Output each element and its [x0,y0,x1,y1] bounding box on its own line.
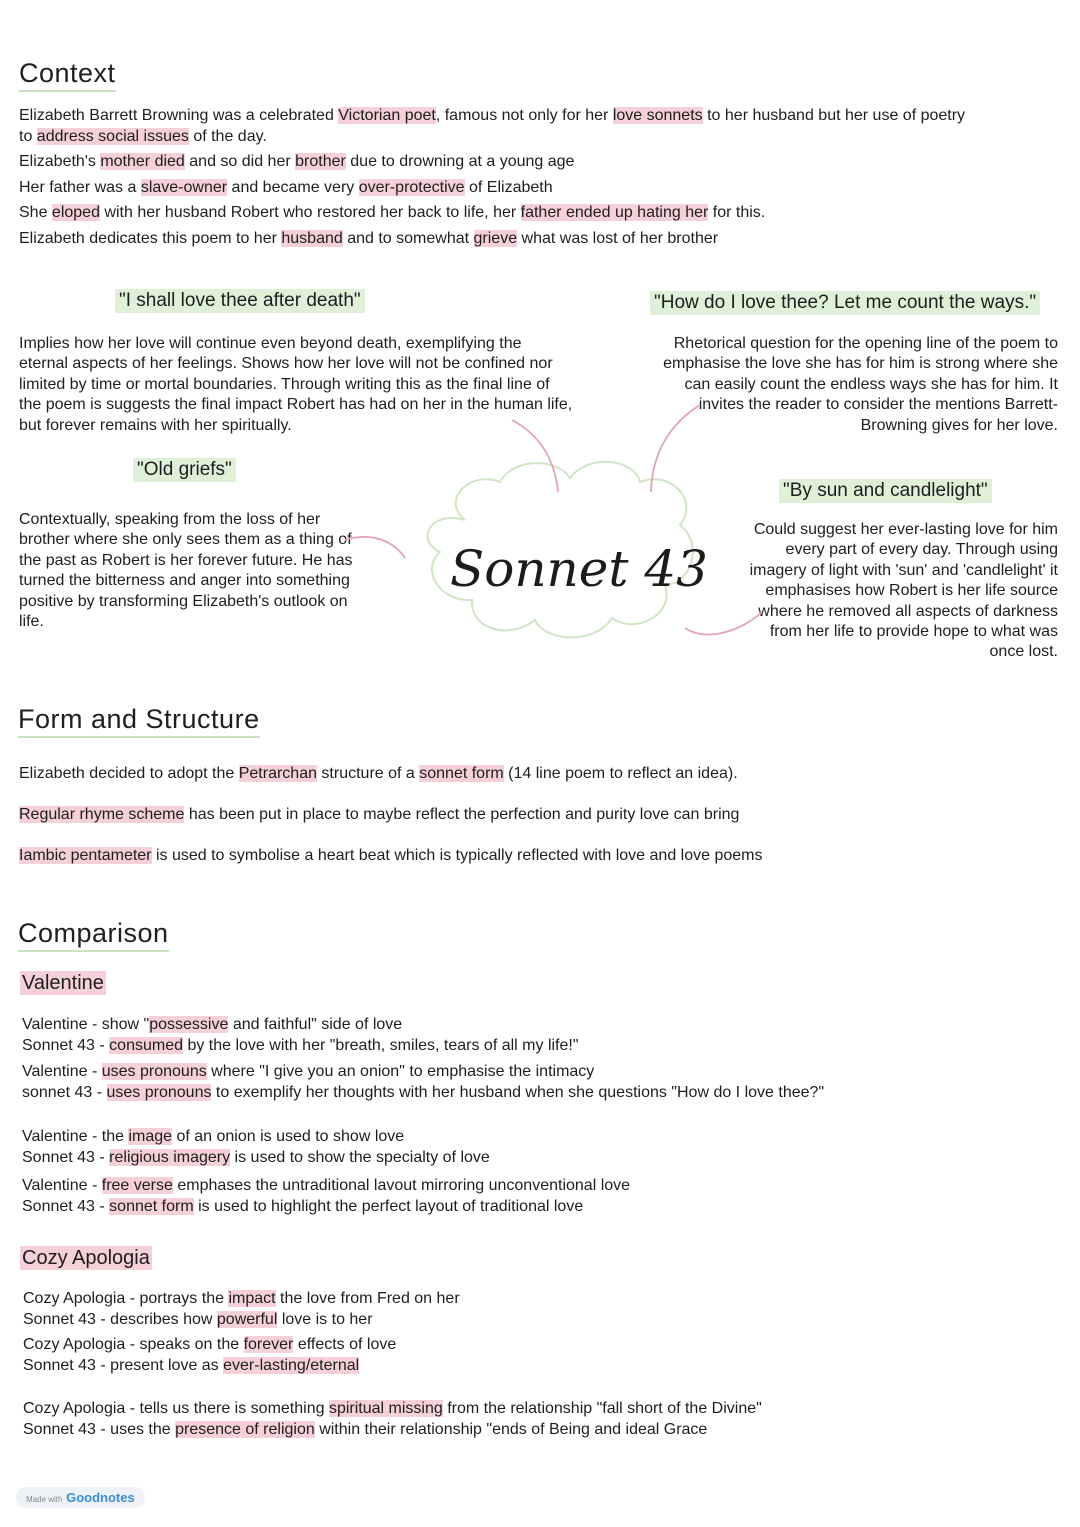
comparison-line [22,1015,579,1036]
comparison-line [22,1083,824,1104]
text-segment: love is to her [277,1310,373,1328]
comparison-pair [22,1062,824,1103]
text-segment: is used to symbolise a heart beat which is typically reflected with love and love poems [151,847,763,864]
highlighted-term: slave-owner [140,178,228,196]
text-segment: and to somewhat [342,229,474,247]
text-segment: Sonnet 43 - [22,1036,110,1054]
comparison-line [23,1289,460,1310]
highlighted-term: uses pronouns [106,1083,212,1101]
comparison-pair [23,1289,460,1330]
text-segment: Sonnet 43 - uses the [23,1420,176,1438]
highlighted-term: grieve [473,229,518,247]
highlighted-term: mother died [100,153,185,170]
highlighted-term: powerful [216,1310,278,1328]
text-segment: effects of love [293,1336,397,1353]
text-segment: due to drowning at a young age [345,153,575,170]
text-segment: the love from Fred on her [275,1290,460,1307]
text-segment: and became very [227,178,359,196]
text-segment: with her husband Robert who restored her back to life, her [99,204,521,221]
analysis-count-ways: Rhetorical question for the opening line of the poem to emphasise the love she has for him is strong where she can easily count the endless ways she has for him. It invites the reader to consider the mentions Barrett-Browning gives for her love. [663,335,1058,434]
highlighted-term: over-protective [358,178,465,196]
text-segment: Valentine - the [22,1128,129,1145]
text-segment: Elizabeth decided to adopt the [19,765,239,782]
highlighted-term: father ended up hating her [520,204,709,221]
text-segment: Sonnet 43 - [22,1197,110,1215]
form-line [19,765,738,783]
comparison-pair [23,1399,762,1440]
highlighted-term: husband [281,229,343,247]
highlighted-term: religious imagery [109,1148,231,1166]
text-segment: Sonnet 43 - [22,1148,110,1166]
cozy-subheading: Cozy Apologia [22,1247,150,1269]
highlighted-term: free verse [101,1177,173,1194]
text-segment: Elizabeth Barrett Browning was a celebrated [19,107,339,124]
text-segment: Valentine - [22,1063,102,1080]
comparison-line [22,1176,630,1197]
analysis-old-griefs: Contextually, speaking from the loss of her brother where she only sees them as a thing of the past as Robert is her forever future. He has turned the bitterness and anger into something positive by transforming Elizabeth's outlook on life. [19,511,353,631]
highlighted-term: address social issues [36,127,189,145]
highlighted-term: possessive [149,1016,229,1033]
text-segment: has been put in place to maybe reflect the perfection and purity love can bring [184,806,740,823]
text-segment: of an onion is used to show love [172,1128,405,1145]
comparison-line [22,1062,824,1083]
text-segment: structure of a [316,765,420,782]
text-segment: Cozy Apologia - portrays the [23,1290,229,1307]
highlighted-term: ever-lasting/eternal [223,1356,360,1374]
text-segment: to [19,127,37,145]
text-segment: of the day. [188,127,267,145]
comparison-pair [22,1015,579,1056]
text-segment: Valentine - [22,1177,102,1194]
highlighted-term: image [128,1128,173,1145]
text-segment: (14 line poem to reflect an idea). [503,765,738,782]
connector-sun [685,612,762,635]
highlighted-term: presence of religion [175,1420,315,1438]
highlighted-term: Iambic pentameter [19,847,152,864]
center-title: Sonnet 43 [450,540,708,598]
text-segment: from the relationship "fall short of the Divine" [442,1400,762,1417]
text-segment: Sonnet 43 - present love as [23,1356,224,1374]
highlighted-term: sonnet form [419,765,504,782]
comparison-heading: Comparison [18,918,169,952]
analysis-after-death: Implies how her love will continue even beyond death, exemplifying the eternal aspects of her feelings. Shows how her love will not be confined nor limited by time or mortal boundaries. Through writing this as the final line of the poem is suggests the final impact Robert has had on her in the human life, but forever remains with her spiritually. [19,335,573,434]
highlighted-term: love sonnets [612,107,703,124]
valentine-subheading: Valentine [22,972,104,994]
quote-old-griefs: "Old griefs" [133,458,236,482]
form-heading: Form and Structure [18,704,260,738]
comparison-line [23,1310,460,1331]
comparison-line [22,1148,490,1169]
highlighted-term: sonnet form [109,1197,194,1215]
highlighted-term: eloped [51,204,100,221]
text-segment: and so did her [184,153,296,170]
highlighted-term: Victorian poet [338,107,436,124]
highlighted-term: impact [228,1290,276,1307]
comparison-line [23,1420,762,1441]
text-segment: sonnet 43 - [22,1083,107,1101]
text-segment: Elizabeth's [19,153,101,170]
text-segment: emphases the untraditional lavout mirroring unconventional love [172,1177,631,1194]
comparison-pair [22,1127,490,1168]
text-segment: where "I give you an onion" to emphasise the intimacy [206,1063,595,1080]
text-segment: Valentine - show " [22,1016,150,1033]
text-segment: and faithful" side of love [228,1016,403,1033]
context-heading: Context [19,58,116,92]
highlighted-term: forever [243,1336,294,1353]
badge-brand: Goodnotes [66,1490,135,1505]
comparison-line [22,1127,490,1148]
text-segment: is used to show the specialty of love [230,1148,490,1166]
text-segment: Sonnet 43 - describes how [23,1310,217,1328]
text-segment: by the love with her "breath, smiles, tears of all my life!" [183,1036,579,1054]
highlighted-term: Regular rhyme scheme [19,806,185,823]
text-segment: Cozy Apologia - speaks on the [23,1336,244,1353]
text-segment: She [19,204,52,221]
text-segment: Her father was a [19,178,141,196]
goodnotes-badge[interactable] [16,1487,145,1508]
comparison-line [23,1399,762,1420]
text-segment: to her husband but her use of poetry [702,107,966,124]
highlighted-term: brother [295,153,346,170]
comparison-line [22,1197,630,1218]
badge-made-with: Made with [26,1495,63,1504]
quote-count-ways: "How do I love thee? Let me count the ways." [650,291,1040,315]
highlighted-term: spiritual missing [328,1400,443,1417]
comparison-line [23,1335,396,1356]
text-segment: to exemplify her thoughts with her husband when she questions "How do I love thee?" [211,1083,825,1101]
highlighted-term: Petrarchan [238,765,317,782]
text-segment: for this. [708,204,766,221]
quote-sun-candlelight: "By sun and candlelight" [779,479,992,503]
highlighted-term: consumed [109,1036,183,1054]
analysis-sun-candlelight: Could suggest her ever-lasting love for him every part of every day. Through using imagery of light with 'sun' and 'candlelight' it emphasises how Robert is her life source where he removed all aspects of darkness from her life to provide hope to what was once lost. [749,521,1058,661]
form-line [19,847,762,865]
text-segment: what was lost of her brother [517,229,719,247]
connector-old-griefs [345,537,405,558]
text-segment: is used to highlight the perfect layout of traditional love [193,1197,584,1215]
form-line [19,806,739,824]
text-segment: of Elizabeth [464,178,553,196]
text-segment: , famous not only for her [435,107,613,124]
quote-after-death: "I shall love thee after death" [115,289,365,313]
comparison-line [23,1356,396,1377]
comparison-pair [22,1176,630,1217]
text-segment: within their relationship "ends of Being and ideal Grace [314,1420,708,1438]
text-segment: Elizabeth dedicates this poem to her [19,229,282,247]
comparison-pair [23,1335,396,1376]
highlighted-term: uses pronouns [101,1063,207,1080]
comparison-line [22,1036,579,1057]
text-segment: Cozy Apologia - tells us there is something [23,1400,329,1417]
